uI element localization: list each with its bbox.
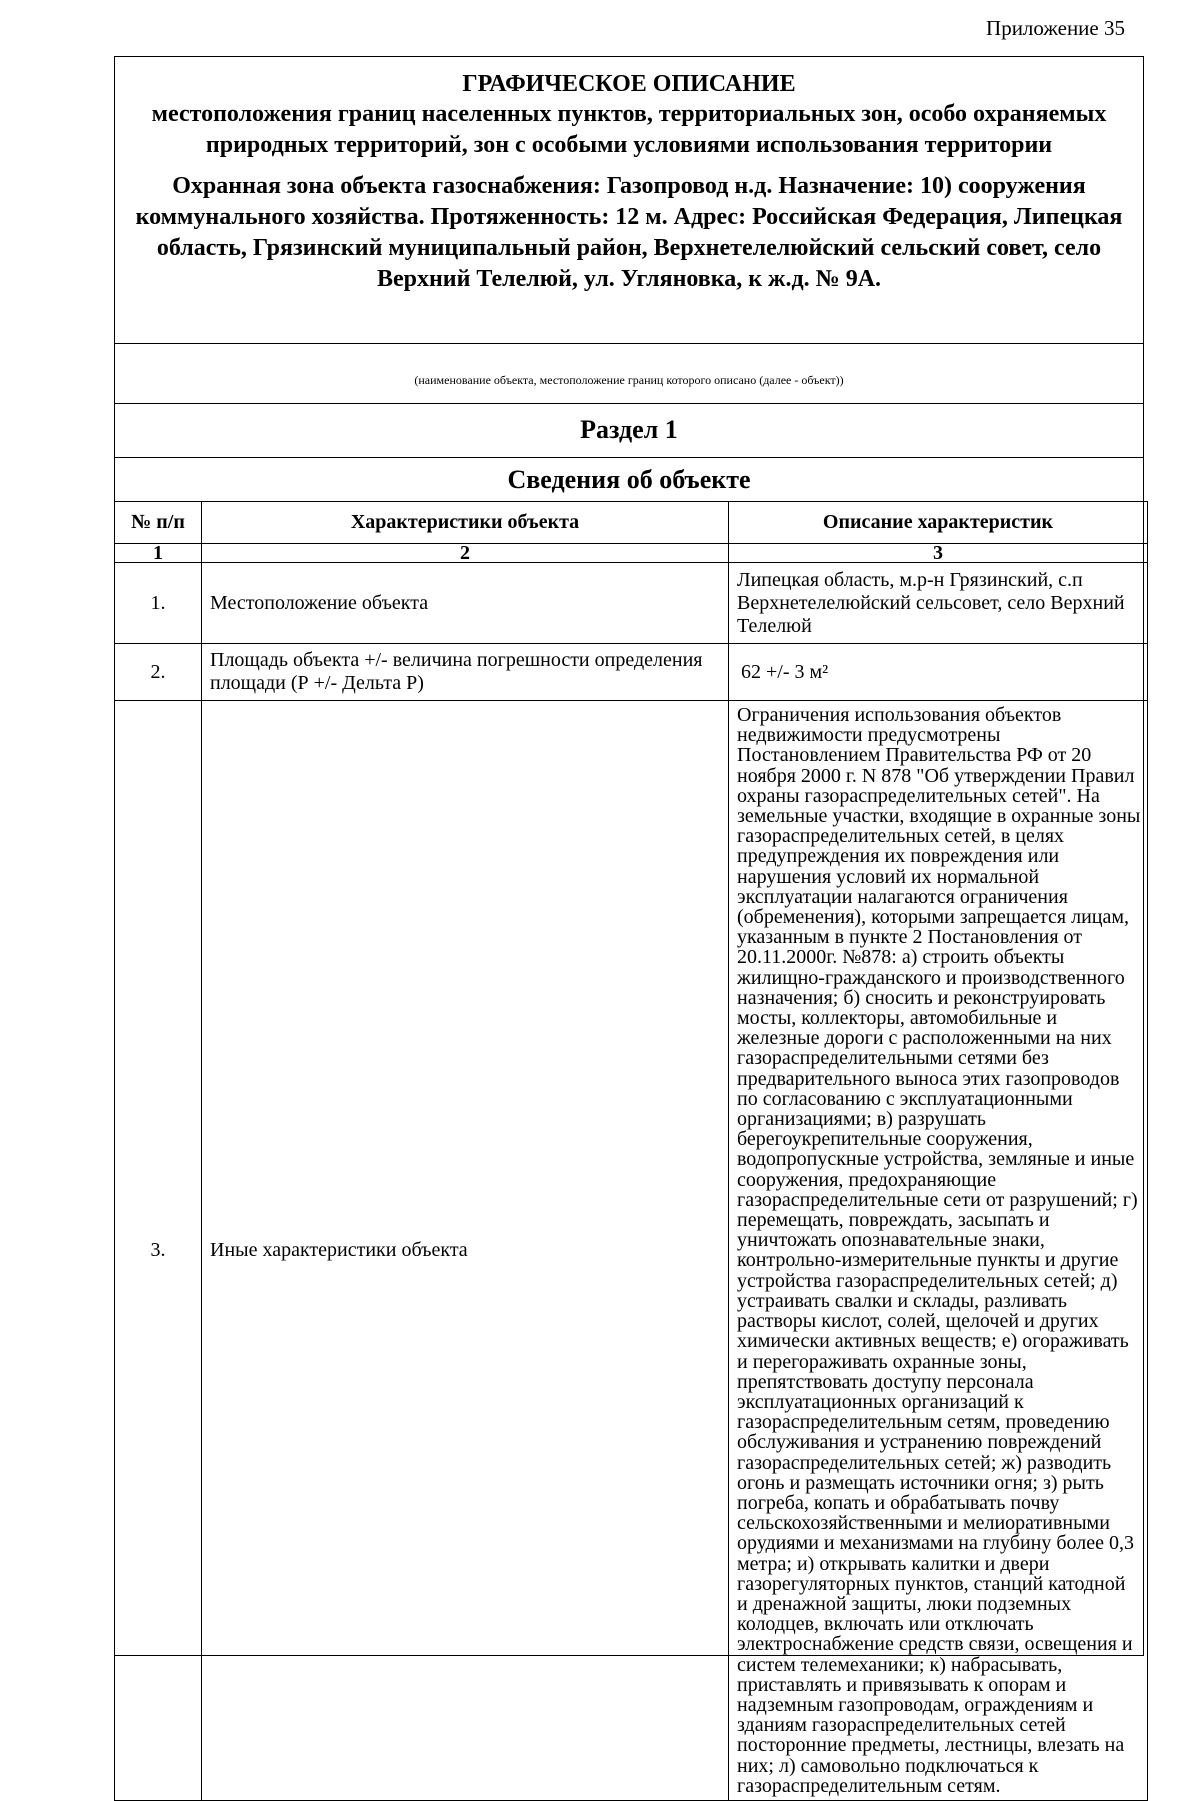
row-description: Ограничения использования объектов недвижимости предусмотрены Постановлением Правительства РФ от 20 ноября 2000 г. N 878 "Об утверждении Правил охраны газораспределительных сетей". На земельные участки, входящие в охранные зоны газораспределительных сетей, в целях предупреждения их повреждения или нарушения условий их нормальной эксплуатации налагаются ограничения (обременения), которыми запрещается лицам, указанным в пункте 2 Постановления от 20.11.2000г. №878: а) строить объекты жилищно-гражданского и производственного назначения; б) сносить и реконструировать мосты, коллекторы, автомобильные и железные дороги с расположенными на них газораспределительными сетями без предварительного выноса этих газопроводов по согласованию с эксплуатационными организациями; в) разрушать берегоукрепительные сооружения, водопропускные устройства, земляные и иные сооружения, предохраняющие газораспределительные сети от разрушений; г) перемещать, повреждать, засыпать и уничтожать опознавательные знаки, контрольно-измерительные пункты и другие устройства газораспределительных сетей; д) устраивать свалки и склады, разливать растворы кислот, солей, щелочей и других химически активных веществ; е) огораживать и перегораживать охранные зоны, препятствовать доступу персонала эксплуатационных организаций к газораспределительным сетям, проведению обслуживания и устранению повреждений газораспределительных сетей; ж) разводить огонь и размещать источники огня; з) рыть погреба, копать и обрабатывать почву сельскохозяйственными и мелиоративными орудиями и механизмами на глубину более 0,3 метра; и) открывать калитки и двери газорегуляторных пунктов, станций катодной и дренажной защиты, люки подземных колодцев, включать или отключать электроснабжение средств связи, освещения и систем телемеханики; к) набрасывать, приставлять и привязывать к опорам и надземным газопроводам, ограждениям и зданиям газораспределительных сетей посторонние предметы, лестницы, влезать на них; л) самовольно подключаться к газораспределительным сетям. [729, 701, 1148, 1801]
row-characteristic: Иные характеристики объекта [202, 701, 729, 1801]
table-row [115, 701, 1148, 1801]
section-subtitle: Сведения об объекте [507, 465, 751, 494]
header-number: № п/п [115, 502, 202, 544]
column-number-row [115, 544, 1148, 563]
object-name-underline [115, 343, 1143, 344]
row-description: 62 +/- 3 м² [729, 644, 1148, 701]
table-header-row [115, 502, 1148, 544]
header-characteristic: Характеристики объекта [202, 502, 729, 544]
row-characteristic: Площадь объекта +/- величина погрешности определения площади (Р +/- Дельта Р) [202, 644, 729, 701]
object-name: Охранная зона объекта газоснабжения: Газопровод н.д. Назначение: 10) сооружения коммунального хозяйства. Протяженность: 12 м. Адрес: Российская Федерация, Липецкая область, Грязинский муниципальный район, Верхнетелелюйский сельский совет, село Верхний Телелюй, ул. Угляновка, к ж.д. № 9А. [135, 173, 1123, 292]
row-number: 1. [115, 563, 202, 644]
column-number: 2 [202, 544, 729, 563]
document-subtitle: местоположения границ населенных пунктов, территориальных зон, особо охраняемых природных территорий, зон с особыми условиями использования территории [151, 101, 1107, 158]
row-number: 3. [115, 701, 202, 1801]
divider [115, 457, 1143, 458]
column-number: 1 [115, 544, 202, 563]
document-frame [114, 56, 1144, 1797]
object-info-table [114, 501, 1148, 1801]
column-number: 3 [729, 544, 1148, 563]
row-description: Липецкая область, м.р-н Грязинский, с.п Верхнетелелюйский сельсовет, село Верхний Телелюй [729, 563, 1148, 644]
row-characteristic: Местоположение объекта [202, 563, 729, 644]
header-description: Описание характеристик [729, 502, 1148, 544]
divider [115, 403, 1143, 404]
object-name-caption: (наименование объекта, местоположение границ которого описано (далее - объект)) [414, 373, 844, 387]
table-row [115, 644, 1148, 701]
appendix-label: Приложение 35 [986, 16, 1125, 40]
row-number: 2. [115, 644, 202, 701]
section-title: Раздел 1 [580, 415, 678, 444]
table-row [115, 563, 1148, 644]
document-title: ГРАФИЧЕСКОЕ ОПИСАНИЕ [462, 71, 796, 97]
